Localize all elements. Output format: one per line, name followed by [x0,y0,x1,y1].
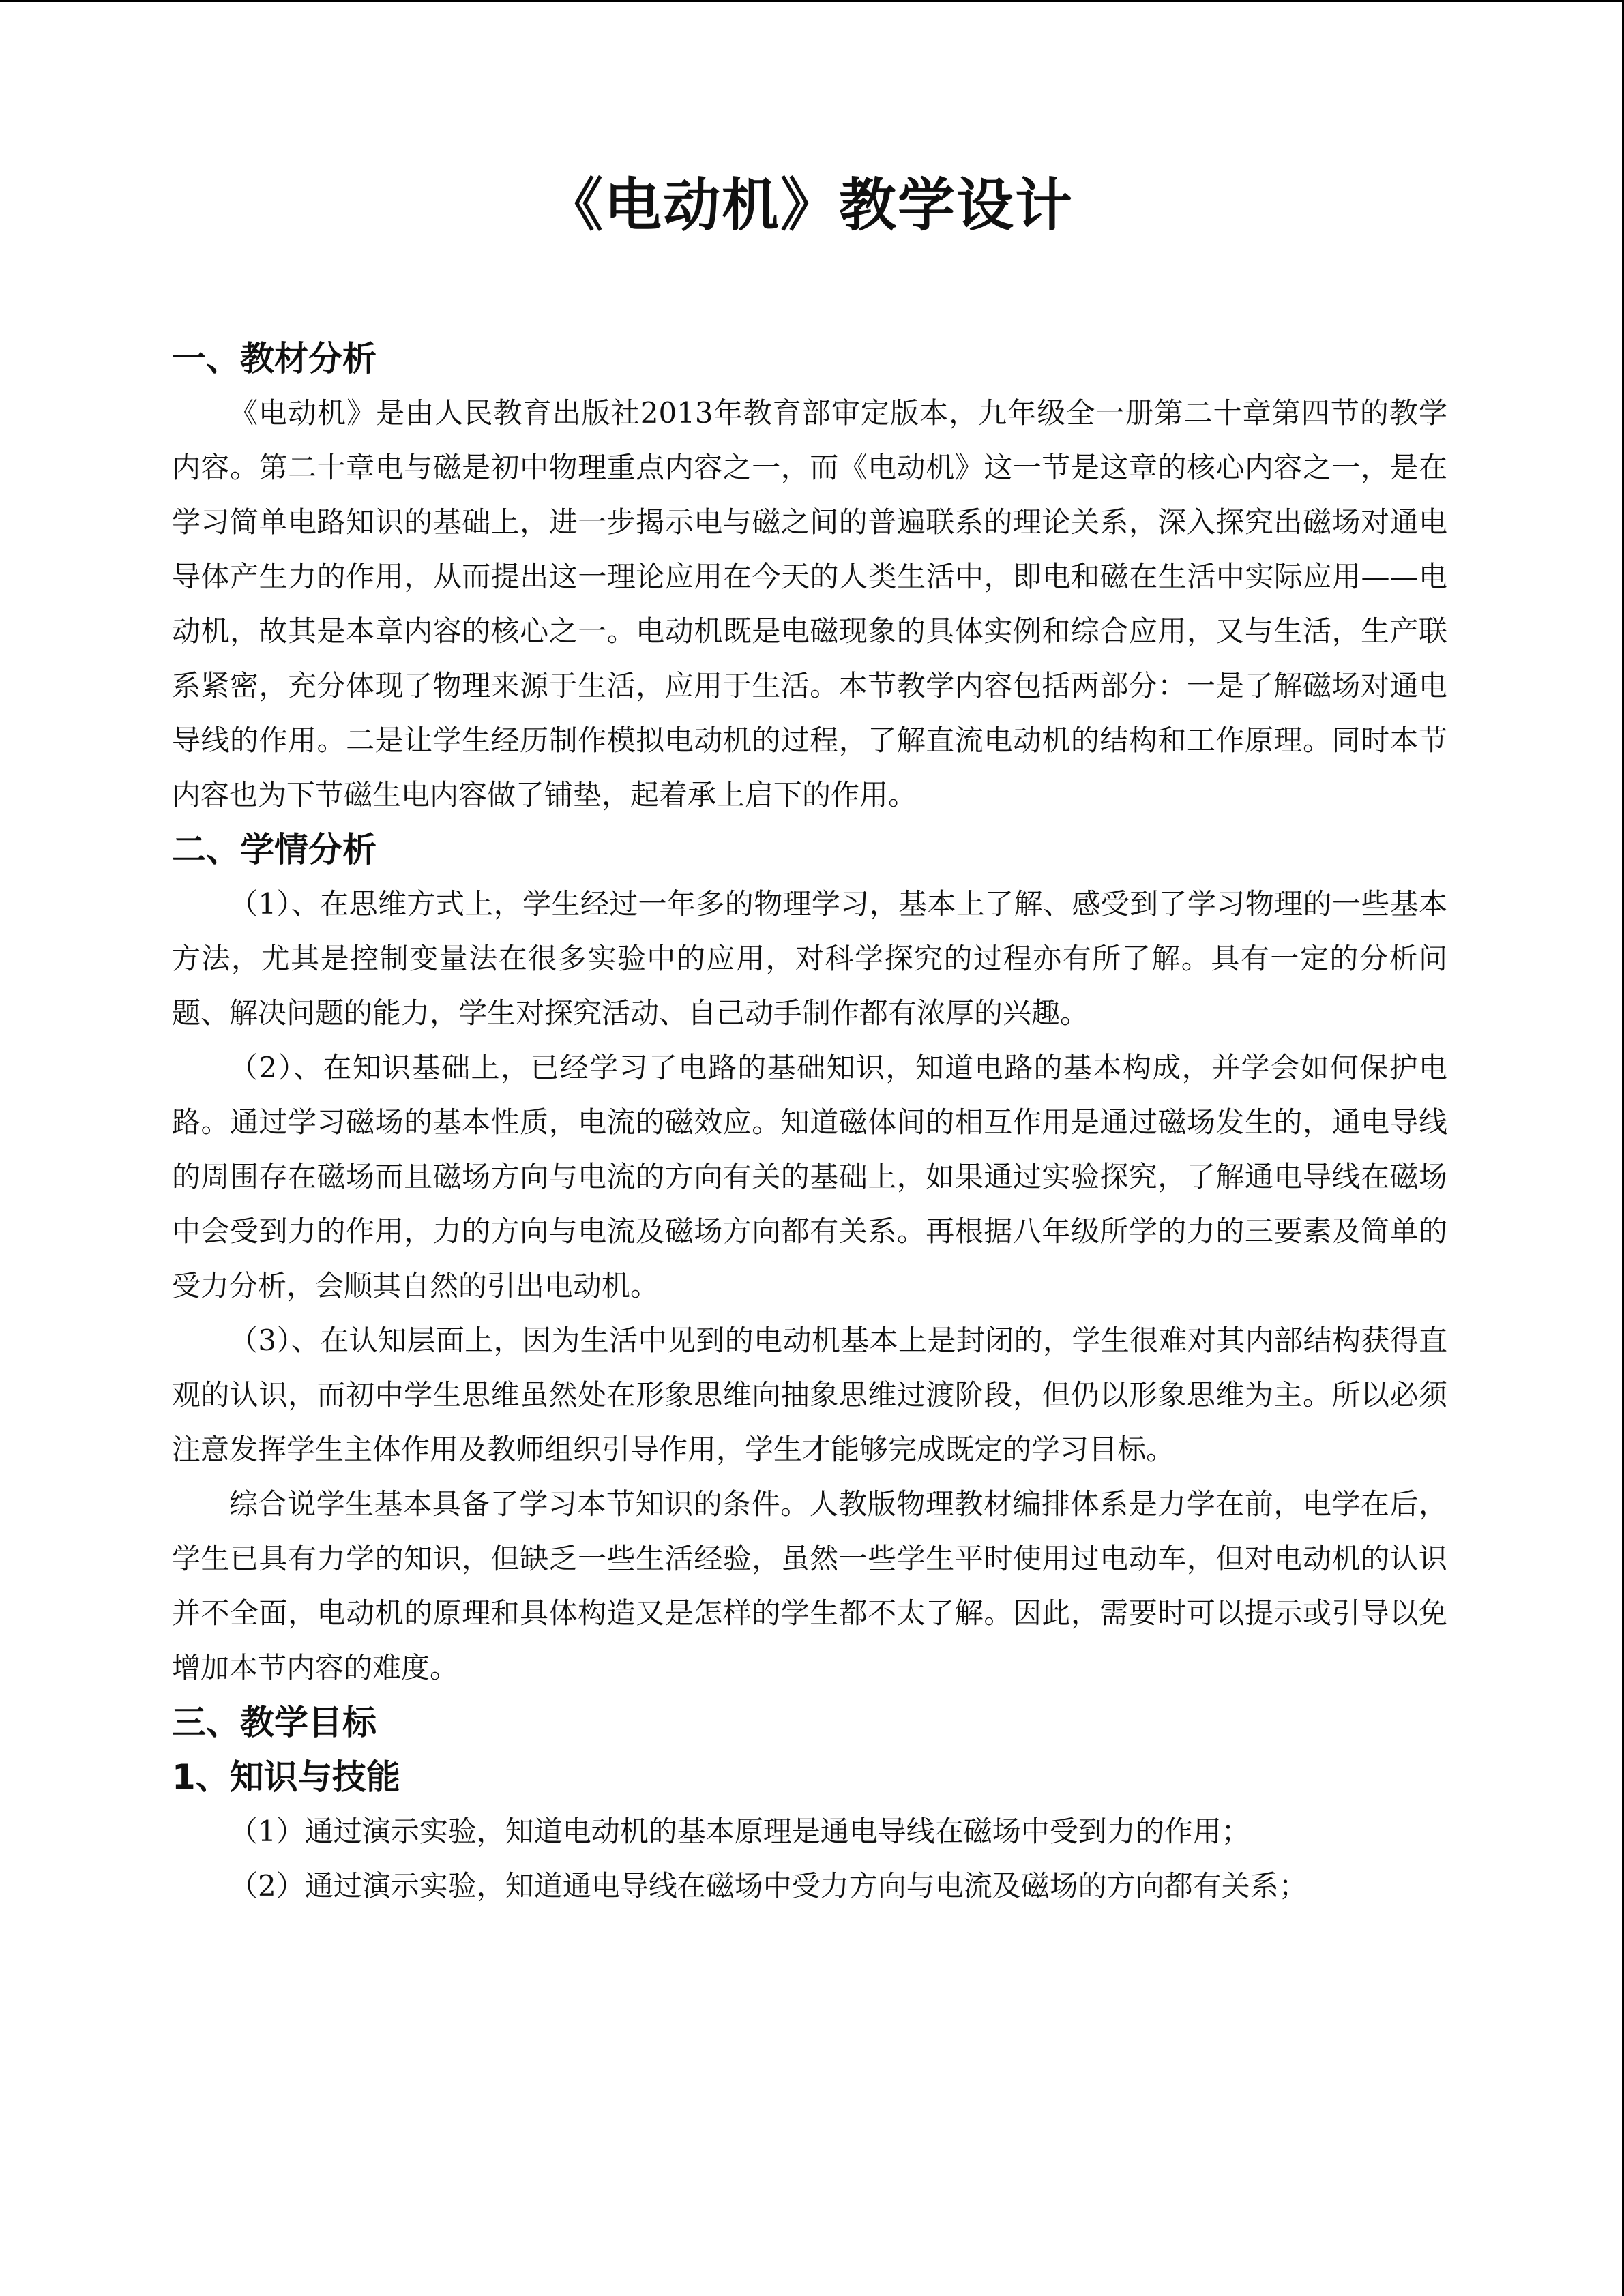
section-heading-student-analysis: 二、学情分析 [172,830,377,869]
document-title: 《电动机》教学设计 [545,172,1074,239]
paragraph-student-analysis-1: （1）、在思维方式上，学生经过一年多的物理学习，基本上了解、感受到了学习物理的一些基本方法，尤其是控制变量法在很多实验中的应用，对科学探究的过程亦有所了解。具有一定的分析问题、解决问题的能力，学生对探究活动、自己动手制作都有浓厚的兴趣。 [172,887,1447,1030]
paragraph-student-analysis-3: （3）、在认知层面上，因为生活中见到的电动机基本上是封闭的，学生很难对其内部结构获得直观的认识，而初中学生思维虽然处在形象思维向抽象思维过渡阶段，但仍以形象思维为主。所以必须注意发挥学生主体作用及教师组织引导作用，学生才能够完成既定的学习目标。 [172,1324,1447,1466]
paragraph-textbook-analysis: 《电动机》是由人民教育出版社2013年教育部审定版本，九年级全一册第二十章第四节的教学内容。第二十章电与磁是初中物理重点内容之一，而《电动机》这一节是这章的核心内容之一，是在学习简单电路知识的基础上，进一步揭示电与磁之间的普遍联系的理论关系，深入探究出磁场对通电导体产生力的作用，从而提出这一理论应用在今天的人类生活中，即电和磁在生活中实际应用——电动机，故其是本章内容的核心之一。电动机既是电磁现象的具体实例和综合应用，又与生活，生产联系紧密，充分体现了物理来源于生活，应用于生活。本节教学内容包括两部分：一是了解磁场对通电导线的作用。二是让学生经历制作模拟电动机的过程，了解直流电动机的结构和工作原理。同时本节内容也为下节磁生电内容做了铺垫，起着承上启下的作用。 [172,396,1447,811]
subsection-heading-knowledge-skills: 1、知识与技能 [172,1757,400,1797]
section-heading-teaching-goals: 三、教学目标 [172,1703,377,1742]
paragraph-student-analysis-summary: 综合说学生基本具备了学习本节知识的条件。人教版物理教材编排体系是力学在前，电学在后，学生已具有力学的知识，但缺乏一些生活经验，虽然一些学生平时使用过电动车，但对电动机的认识并不全面，电动机的原理和具体构造又是怎样的学生都不太了解。因此，需要时可以提示或引导以免增加本节内容的难度。 [172,1487,1447,1684]
section-heading-textbook-analysis: 一、教材分析 [172,339,377,378]
paragraph-student-analysis-2: （2）、在知识基础上，已经学习了电路的基础知识，知道电路的基本构成，并学会如何保护电路。通过学习磁场的基本性质，电流的磁效应。知道磁体间的相互作用是通过磁场发生的，通电导线的周围存在磁场而且磁场方向与电流的方向有关的基础上，如果通过实验探究，了解通电导线在磁场中会受到力的作用，力的方向与电流及磁场方向都有关系。再根据八年级所学的力的三要素及简单的受力分析，会顺其自然的引出电动机。 [172,1051,1447,1302]
document-body [172,331,1447,1913]
goal-item-2: （2）通过演示实验，知道通电导线在磁场中受力方向与电流及磁场的方向都有关系； [229,1869,1308,1903]
goal-item-1: （1）通过演示实验，知道电动机的基本原理是通电导线在磁场中受到力的作用； [229,1815,1250,1848]
